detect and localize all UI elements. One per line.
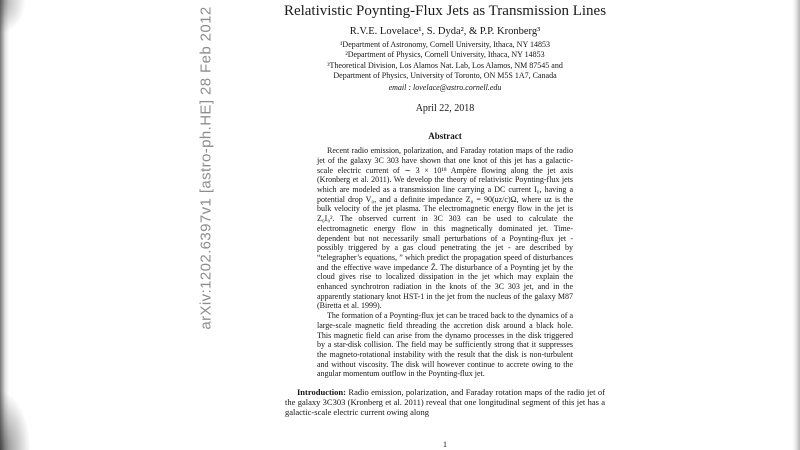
affiliation-line: Department of Physics, University of Toronto, ON M5S 1A7, Canada — [333, 70, 557, 80]
affiliation-line: ³Theoretical Division, Los Alamos Nat. Lab, Los Alamos, NM 87545 and — [327, 60, 563, 70]
paper-first-page — [285, 0, 605, 417]
page-corner-shadow-bottom-left — [0, 392, 30, 450]
page-corner-shadow-top-left — [0, 0, 26, 34]
paper-title: Relativistic Poynting-Flux Jets as Transmission Lines — [283, 3, 607, 19]
abstract-paragraph: Recent radio emission, polarization, and Faraday rotation maps of the radio jet of the galaxy 3C 303 have shown that one knot of this jet has a galactic-scale electric current of ∼ 3 × 10¹⁸ Ampère flowing along the jet axis (Kronberg et al. 2011). We develop the theory of relativistic Poynting-flux jets which are modeled as a transmission line carrying a DC current I₀, having a potential drop V₀, and a definite impedance Z₀ = 90(uz/c)Ω, where uz is the bulk velocity of the jet plasma. The electromagnetic energy flow in the jet is Z₀I₀². The observed current in 3C 303 can be used to calculate the electromagnetic energy flow in this magnetically dominated jet. Time-dependent but not necessarily small perturbations of a Poynting-flux jet - possibly triggered by a gas cloud penetrating the jet - are described by “telegrapher’s equations, ” which predict the propagation speed of disturbances and the effective wave impedance Z̄. The disturbance of a Poynting jet by the cloud gives rise to localized dissipation in the jet which may explain the enhanced synchrotron radiation in the knots of the 3C 303 jet, and in the apparently stationary knot HST-1 in the jet from the nucleus of the galaxy M87 (Biretta et al. 1999). — [317, 146, 573, 311]
affiliation-line: ²Department of Physics, Cornell University, Ithaca, NY 14853 — [345, 50, 545, 60]
abstract-body — [317, 146, 573, 379]
arxiv-stamp: arXiv:1202.6397v1 [astro-ph.HE] 28 Feb 2012 — [197, 6, 215, 330]
paper-date: April 22, 2018 — [415, 103, 475, 115]
affiliation-line: ¹Department of Astronomy, Cornell University, Ithaca, NY 14853 — [340, 40, 550, 49]
email-line: email : lovelace@astro.cornell.edu — [388, 83, 502, 93]
introduction-paragraph — [285, 387, 605, 417]
abstract-paragraph: The formation of a Poynting-flux jet can be traced back to the dynamics of a large-scale magnetic field threading the accretion disk around a black hole. This magnetic field can arise from the dynamo processes in the disk triggered by a star-disk collision. The field may be sufficiently strong that it suppresses the magneto-rotational instability with the result that the disk is non-turbulent and without viscosity. The disk will however continue to accrete owing to the angular momentum outflow in the Poynting-flux jet. — [317, 311, 573, 379]
page-edge-shadow-left — [0, 0, 9, 450]
abstract-heading: Abstract — [428, 131, 462, 142]
introduction-heading: Introduction: — [297, 387, 346, 398]
paper-authors: R.V.E. Lovelace¹, S. Dyda², & P.P. Kronberg³ — [349, 26, 541, 37]
page-number: 1 — [442, 439, 448, 449]
introduction-text: Radio emission, polarization, and Faraday rotation maps of the radio jet of the galaxy 3C303 (Kronberg et al. 2011) reveal that one longitudinal segment of this jet has a galactic-scale electric current owing along — [285, 387, 605, 418]
page-edge-shadow-right — [792, 0, 800, 450]
affiliations-block — [285, 40, 605, 93]
